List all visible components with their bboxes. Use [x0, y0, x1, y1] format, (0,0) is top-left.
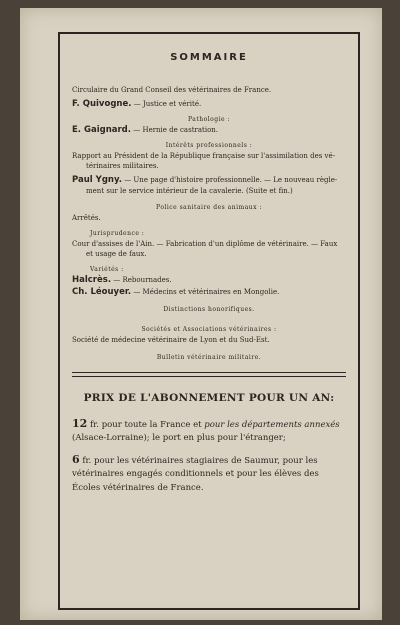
prix-line: (Alsace-Lorraine); le port en plus pour l'étranger;: [72, 433, 286, 443]
section-heading: Pathologie :: [187, 116, 230, 123]
prix-line: vétérinaires engagés conditionnels et pour les élèves des: [72, 469, 319, 479]
entry-title: — Justice et vérité.: [133, 100, 202, 108]
author-name: Paul Ygny.: [72, 175, 122, 185]
section-heading: Sociétés et Associations vétérinaires :: [141, 326, 277, 333]
divider-rule: [72, 376, 346, 377]
sommaire-line: Cour d'assises de l'Ain. — Fabrication d'un diplôme de vétérinaire. — Faux: [72, 240, 338, 248]
price-amount: 6: [72, 453, 80, 466]
prix-line: [72, 454, 346, 467]
section-heading: Variétés :: [90, 266, 124, 273]
sommaire-line: Société de médecine vétérinaire de Lyon et du Sud-Est.: [72, 336, 270, 344]
prix-title: PRIX DE L'ABONNEMENT POUR UN AN:: [83, 392, 335, 404]
author-name: F. Quivogne.: [72, 99, 132, 109]
section-heading: Jurisprudence :: [90, 230, 145, 237]
section-heading: Intérêts professionnels :: [165, 142, 253, 149]
section-heading: Police sanitaire des animaux :: [156, 204, 262, 211]
divider-rule: [72, 372, 346, 373]
section-heading: Distinctions honorifiques.: [163, 306, 255, 313]
prix-text-italic: pour les départements annexés: [204, 420, 340, 430]
sommaire-line: Arrêtés.: [72, 214, 101, 222]
prix-text: fr. pour les vétérinaires stagiaires de Saumur, pour les: [82, 456, 318, 466]
sommaire-line: ment sur le service intérieur de la cavalerie. (Suite et fin.): [86, 187, 293, 195]
entry-title: — Hernie de castration.: [133, 126, 219, 134]
prix-line: Écoles vétérinaires de France.: [72, 483, 204, 493]
sommaire-entry: [72, 126, 346, 135]
author-name: Ch. Léouyer.: [72, 287, 132, 297]
sommaire-line: et usage de faux.: [86, 250, 147, 258]
sommaire-entry: [72, 276, 346, 285]
author-name: Halcrès.: [72, 275, 112, 285]
prix-line: [72, 418, 346, 431]
prix-text: fr. pour toute la France et: [90, 420, 202, 430]
sommaire-line: Rapport au Président de la République française sur l'assimilation des vé-: [72, 152, 336, 160]
sommaire-title: SOMMAIRE: [170, 52, 248, 63]
contents-frame: [58, 32, 360, 610]
price-amount: 12: [72, 417, 88, 430]
entry-title: — Une page d'histoire professionnelle. — Le nouveau règle-: [124, 176, 338, 184]
sommaire-entry: [72, 176, 346, 185]
sommaire-line: Circulaire du Grand Conseil des vétérinaires de France.: [72, 86, 272, 94]
page: [20, 8, 382, 620]
entry-title: — Médecins et vétérinaires en Mongolie.: [133, 288, 280, 296]
sommaire-line: térinaires militaires.: [86, 162, 159, 170]
sommaire-entry: [72, 288, 346, 297]
section-heading: Bulletin vétérinaire militaire.: [156, 354, 262, 361]
sommaire-entry: [72, 100, 346, 109]
author-name: E. Gaignard.: [72, 125, 131, 135]
entry-title: — Rebournades.: [113, 276, 172, 284]
